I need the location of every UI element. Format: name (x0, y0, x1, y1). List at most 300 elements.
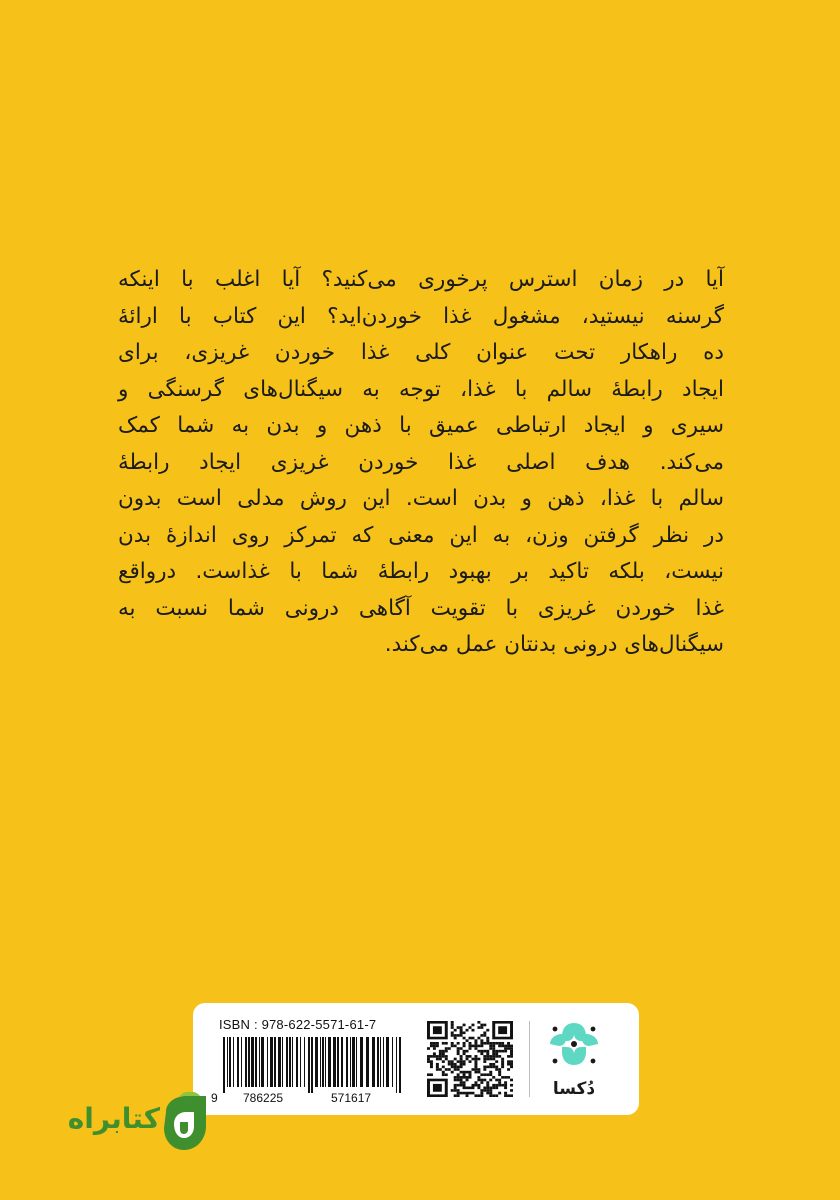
barcode-bar (241, 1037, 242, 1087)
qr-module (501, 1050, 504, 1053)
qr-module (477, 1045, 480, 1048)
qr-module (448, 1047, 451, 1050)
qr-module (451, 1026, 454, 1029)
qr-module (436, 1045, 439, 1048)
qr-module (489, 1073, 492, 1076)
qr-module (489, 1089, 492, 1092)
barcode-bar (325, 1037, 326, 1087)
barcode-bar (315, 1037, 318, 1087)
description-line: در نظر گرفتن وزن، به این معنی که تمرکز روی اندازۀ بدن (118, 522, 724, 548)
qr-module (451, 1060, 454, 1063)
qr-module (489, 1058, 492, 1061)
qr-module (483, 1089, 486, 1092)
qr-module (489, 1063, 492, 1066)
qr-module (477, 1084, 480, 1087)
qr-module (460, 1058, 463, 1061)
qr-module (480, 1092, 483, 1095)
qr-module (510, 1089, 513, 1092)
qr-code[interactable] (427, 1021, 513, 1097)
qr-module (495, 1087, 498, 1090)
qr-module (460, 1026, 463, 1029)
qr-module (492, 1058, 495, 1061)
qr-module (474, 1071, 477, 1074)
qr-module (454, 1087, 457, 1090)
qr-module (460, 1055, 463, 1058)
qr-module (430, 1042, 433, 1045)
qr-module (451, 1024, 454, 1027)
qr-module (507, 1042, 510, 1045)
qr-module (510, 1084, 513, 1087)
qr-module (489, 1042, 492, 1045)
qr-module (463, 1071, 466, 1074)
qr-module (469, 1073, 472, 1076)
qr-module (492, 1076, 495, 1079)
barcode-bar (259, 1037, 260, 1087)
qr-module (471, 1058, 474, 1061)
qr-module (498, 1084, 501, 1087)
barcode-bars (213, 1037, 413, 1093)
qr-module (451, 1031, 454, 1034)
qr-module (474, 1039, 477, 1042)
qr-module (463, 1081, 466, 1084)
qr-module (492, 1087, 495, 1090)
description-line: غذا خوردن غریزی با تقویت آگاهی درونی شما نسبت به (118, 595, 724, 621)
qr-module (466, 1076, 469, 1079)
barcode-bar (229, 1037, 231, 1087)
qr-module (451, 1021, 454, 1024)
qr-module (507, 1068, 510, 1071)
qr-module (463, 1060, 466, 1063)
qr-module (498, 1081, 501, 1084)
qr-module (442, 1060, 445, 1063)
description-line: آیا در زمان استرس پرخوری می‌کنید؟ آیا اغلب با اینکه (118, 267, 724, 292)
barcode-bar (261, 1037, 264, 1087)
qr-module (451, 1063, 454, 1066)
qr-module (483, 1066, 486, 1069)
qr-module (463, 1050, 466, 1053)
qr-module (466, 1087, 469, 1090)
qr-module (463, 1076, 466, 1079)
barcode-bar (278, 1037, 281, 1087)
barcode-bar (350, 1037, 351, 1087)
qr-module (454, 1029, 457, 1032)
qr-module (504, 1076, 507, 1079)
qr-finder (433, 1026, 442, 1034)
qr-module (442, 1052, 445, 1055)
qr-module (504, 1081, 507, 1084)
panel-divider (529, 1021, 530, 1097)
qr-module (448, 1068, 451, 1071)
qr-module (457, 1050, 460, 1053)
qr-module (442, 1042, 445, 1045)
qr-module (498, 1092, 501, 1095)
qr-module (510, 1066, 513, 1069)
qr-module (471, 1045, 474, 1048)
qr-module (463, 1031, 466, 1034)
qr-module (442, 1055, 445, 1058)
qr-module (486, 1084, 489, 1087)
qr-module (480, 1024, 483, 1027)
qr-module (510, 1063, 513, 1066)
barcode-digit-group-right: 571617 (331, 1091, 372, 1105)
store-name: کتابراه (67, 1102, 160, 1135)
qr-module (480, 1034, 483, 1037)
qr-module (501, 1063, 504, 1066)
qr-module (480, 1045, 483, 1048)
qr-module (510, 1045, 513, 1048)
barcode-bar (380, 1037, 381, 1087)
barcode-bar (274, 1037, 276, 1087)
qr-module (448, 1060, 451, 1063)
qr-module (492, 1050, 495, 1053)
qr-module (507, 1047, 510, 1050)
qr-module (436, 1063, 439, 1066)
qr-module (457, 1084, 460, 1087)
qr-module (436, 1042, 439, 1045)
qr-module (510, 1094, 513, 1097)
qr-module (504, 1094, 507, 1097)
qr-module (486, 1058, 489, 1061)
qr-module (463, 1063, 466, 1066)
qr-module (463, 1073, 466, 1076)
qr-module (495, 1079, 498, 1082)
qr-module (439, 1058, 442, 1061)
qr-module (436, 1066, 439, 1069)
qr-module (495, 1068, 498, 1071)
qr-module (469, 1037, 472, 1040)
barcode-bar (223, 1037, 225, 1093)
qr-module (486, 1081, 489, 1084)
qr-module (483, 1087, 486, 1090)
qr-module (460, 1060, 463, 1063)
qr-module (445, 1068, 448, 1071)
qr-module (480, 1039, 483, 1042)
qr-module (451, 1034, 454, 1037)
qr-module (460, 1071, 463, 1074)
qr-module (469, 1045, 472, 1048)
qr-module (492, 1042, 495, 1045)
qr-module (451, 1089, 454, 1092)
barcode-digit-group-left: 786225 (243, 1091, 284, 1105)
description-line: سیری و ایجاد ارتباطی عمیق با ذهن و بدن به شما کمک (118, 413, 724, 438)
qr-module (486, 1089, 489, 1092)
qr-module (454, 1066, 457, 1069)
barcode-bar (328, 1037, 331, 1087)
barcode-bar (233, 1037, 234, 1087)
qr-module (430, 1073, 433, 1076)
qr-module (474, 1058, 477, 1061)
barcode-bar (255, 1037, 257, 1087)
qr-module (433, 1055, 436, 1058)
qr-module (466, 1058, 469, 1061)
qr-module (427, 1073, 430, 1076)
qr-module (454, 1037, 457, 1040)
barcode (213, 1017, 413, 1107)
qr-module (457, 1089, 460, 1092)
qr-module (454, 1045, 457, 1048)
qr-module (433, 1052, 436, 1055)
qr-module (457, 1047, 460, 1050)
qr-module (439, 1052, 442, 1055)
barcode-bar (346, 1037, 348, 1087)
qr-module (477, 1050, 480, 1053)
qr-module (498, 1079, 501, 1082)
qr-module (501, 1066, 504, 1069)
qr-module (457, 1060, 460, 1063)
qr-module (469, 1092, 472, 1095)
barcode-bar (360, 1037, 363, 1087)
barcode-bar (245, 1037, 247, 1087)
qr-module (460, 1081, 463, 1084)
barcode-bar (392, 1037, 393, 1087)
qr-module (460, 1079, 463, 1082)
qr-module (483, 1031, 486, 1034)
barcode-bar (352, 1037, 355, 1087)
qr-module (507, 1055, 510, 1058)
qr-module (466, 1050, 469, 1053)
barcode-bar (251, 1037, 254, 1087)
qr-module (469, 1087, 472, 1090)
qr-module (460, 1031, 463, 1034)
barcode-bar (296, 1037, 298, 1087)
qr-module (463, 1092, 466, 1095)
barcode-bar (308, 1037, 310, 1093)
qr-module (433, 1047, 436, 1050)
qr-module (507, 1060, 510, 1063)
barcode-bar (227, 1037, 228, 1087)
qr-module (474, 1042, 477, 1045)
qr-module (483, 1068, 486, 1071)
qr-module (510, 1055, 513, 1058)
qr-module (489, 1055, 492, 1058)
qr-module (483, 1042, 486, 1045)
qr-module (451, 1071, 454, 1074)
qr-module (427, 1055, 430, 1058)
qr-module (492, 1052, 495, 1055)
qr-module (495, 1052, 498, 1055)
qr-module (445, 1050, 448, 1053)
qr-module (477, 1079, 480, 1082)
qr-module (442, 1071, 445, 1074)
qr-module (445, 1042, 448, 1045)
qr-module (457, 1052, 460, 1055)
qr-module (463, 1045, 466, 1048)
qr-module (457, 1073, 460, 1076)
qr-module (469, 1076, 472, 1079)
qr-module (480, 1052, 483, 1055)
qr-module (492, 1063, 495, 1066)
qr-finder (498, 1026, 507, 1034)
qr-module (483, 1079, 486, 1082)
barcode-bar (377, 1037, 379, 1087)
barcode-bar (286, 1037, 288, 1087)
qr-module (474, 1094, 477, 1097)
qr-module (498, 1068, 501, 1071)
barcode-bar (386, 1037, 389, 1087)
qr-module (477, 1076, 480, 1079)
qr-module (489, 1079, 492, 1082)
qr-module (477, 1058, 480, 1061)
qr-module (501, 1084, 504, 1087)
qr-module (445, 1058, 448, 1061)
barcode-bar (270, 1037, 273, 1087)
qr-module (477, 1026, 480, 1029)
description-line: سالم با غذا، ذهن و بدن است. این روش مدلی است بدون (118, 486, 724, 511)
qr-module (463, 1087, 466, 1090)
qr-module (492, 1055, 495, 1058)
qr-module (486, 1052, 489, 1055)
qr-module (451, 1042, 454, 1045)
qr-module (430, 1055, 433, 1058)
qr-module (469, 1047, 472, 1050)
qr-finder (433, 1084, 442, 1092)
qr-module (474, 1068, 477, 1071)
qr-module (457, 1094, 460, 1097)
qr-module (430, 1066, 433, 1069)
qr-module (460, 1047, 463, 1050)
barcode-bar (311, 1037, 313, 1093)
qr-module (466, 1039, 469, 1042)
qr-module (448, 1063, 451, 1066)
qr-module (460, 1034, 463, 1037)
qr-module (495, 1066, 498, 1069)
qr-module (504, 1084, 507, 1087)
book-description (118, 262, 724, 664)
qr-module (469, 1055, 472, 1058)
qr-module (427, 1060, 430, 1063)
qr-module (486, 1073, 489, 1076)
qr-module (469, 1060, 472, 1063)
qr-module (454, 1076, 457, 1079)
qr-module (466, 1071, 469, 1074)
qr-module (474, 1047, 477, 1050)
qr-module (483, 1073, 486, 1076)
qr-module (466, 1079, 469, 1082)
qr-module (486, 1092, 489, 1095)
qr-module (498, 1055, 501, 1058)
isbn-label: ISBN : 978-622-5571-61-7 (219, 1017, 377, 1032)
qr-module (433, 1042, 436, 1045)
barcode-bar (333, 1037, 336, 1087)
barcode-bar (282, 1037, 283, 1087)
qr-module (483, 1060, 486, 1063)
qr-module (486, 1042, 489, 1045)
description-line: سیگنال‌های درونی بدنتان عمل می‌کند. (384, 632, 724, 657)
qr-module (477, 1094, 480, 1097)
qr-module (489, 1047, 492, 1050)
qr-module (471, 1037, 474, 1040)
barcode-bar (337, 1037, 339, 1087)
qr-module (492, 1047, 495, 1050)
qr-module (498, 1042, 501, 1045)
store-watermark[interactable] (40, 1092, 220, 1158)
description-line: ده راهکار تحت عنوان کلی غذا خوردن غریزی، برای (118, 340, 724, 365)
qr-module (504, 1092, 507, 1095)
qr-module (480, 1026, 483, 1029)
qr-module (460, 1029, 463, 1032)
qr-module (489, 1071, 492, 1074)
qr-module (510, 1050, 513, 1053)
store-logo-icon (158, 1092, 214, 1154)
qr-module (466, 1094, 469, 1097)
qr-module (466, 1029, 469, 1032)
qr-module (454, 1089, 457, 1092)
qr-module (454, 1058, 457, 1061)
qr-module (463, 1024, 466, 1027)
publisher-brand (543, 1019, 629, 1105)
qr-module (474, 1063, 477, 1066)
barcode-bar (366, 1037, 369, 1087)
qr-module (477, 1037, 480, 1040)
qr-module (466, 1092, 469, 1095)
qr-module (507, 1094, 510, 1097)
qr-module (439, 1068, 442, 1071)
qr-module (492, 1094, 495, 1097)
qr-module (454, 1094, 457, 1097)
qr-module (498, 1071, 501, 1074)
qr-module (474, 1084, 477, 1087)
qr-module (501, 1060, 504, 1063)
qr-module (445, 1047, 448, 1050)
qr-module (451, 1066, 454, 1069)
qr-module (495, 1050, 498, 1053)
qr-module (427, 1058, 430, 1061)
qr-module (430, 1060, 433, 1063)
qr-module (454, 1063, 457, 1066)
qr-module (474, 1066, 477, 1069)
qr-module (439, 1050, 442, 1053)
qr-module (436, 1068, 439, 1071)
barcode-bar (399, 1037, 401, 1093)
qr-module (477, 1068, 480, 1071)
qr-module (510, 1079, 513, 1082)
qr-module (439, 1055, 442, 1058)
qr-module (489, 1066, 492, 1069)
qr-module (498, 1045, 501, 1048)
qr-module (454, 1034, 457, 1037)
qr-module (480, 1081, 483, 1084)
qr-module (436, 1058, 439, 1061)
qr-module (463, 1052, 466, 1055)
qr-module (477, 1021, 480, 1024)
qr-module (457, 1042, 460, 1045)
qr-module (457, 1076, 460, 1079)
qr-module (495, 1060, 498, 1063)
barcode-bar (267, 1037, 268, 1087)
isbn-panel (193, 1003, 639, 1115)
barcode-bar (304, 1037, 305, 1087)
qr-module (457, 1034, 460, 1037)
description-line: نیست، بلکه تاکید بر بهبود رابطۀ شما با غذاست. درواقع (118, 559, 724, 584)
qr-module (492, 1045, 495, 1048)
qr-module (460, 1076, 463, 1079)
qr-module (477, 1087, 480, 1090)
qr-module (480, 1050, 483, 1053)
qr-module (433, 1045, 436, 1048)
qr-module (486, 1037, 489, 1040)
qr-module (510, 1052, 513, 1055)
qr-module (463, 1084, 466, 1087)
barcode-bar (237, 1037, 239, 1087)
qr-module (483, 1058, 486, 1061)
barcode-bar (372, 1037, 375, 1087)
qr-module (457, 1066, 460, 1069)
qr-module (442, 1050, 445, 1053)
qr-module (466, 1055, 469, 1058)
barcode-bar (322, 1037, 324, 1087)
qr-module (460, 1092, 463, 1095)
qr-module (486, 1029, 489, 1032)
